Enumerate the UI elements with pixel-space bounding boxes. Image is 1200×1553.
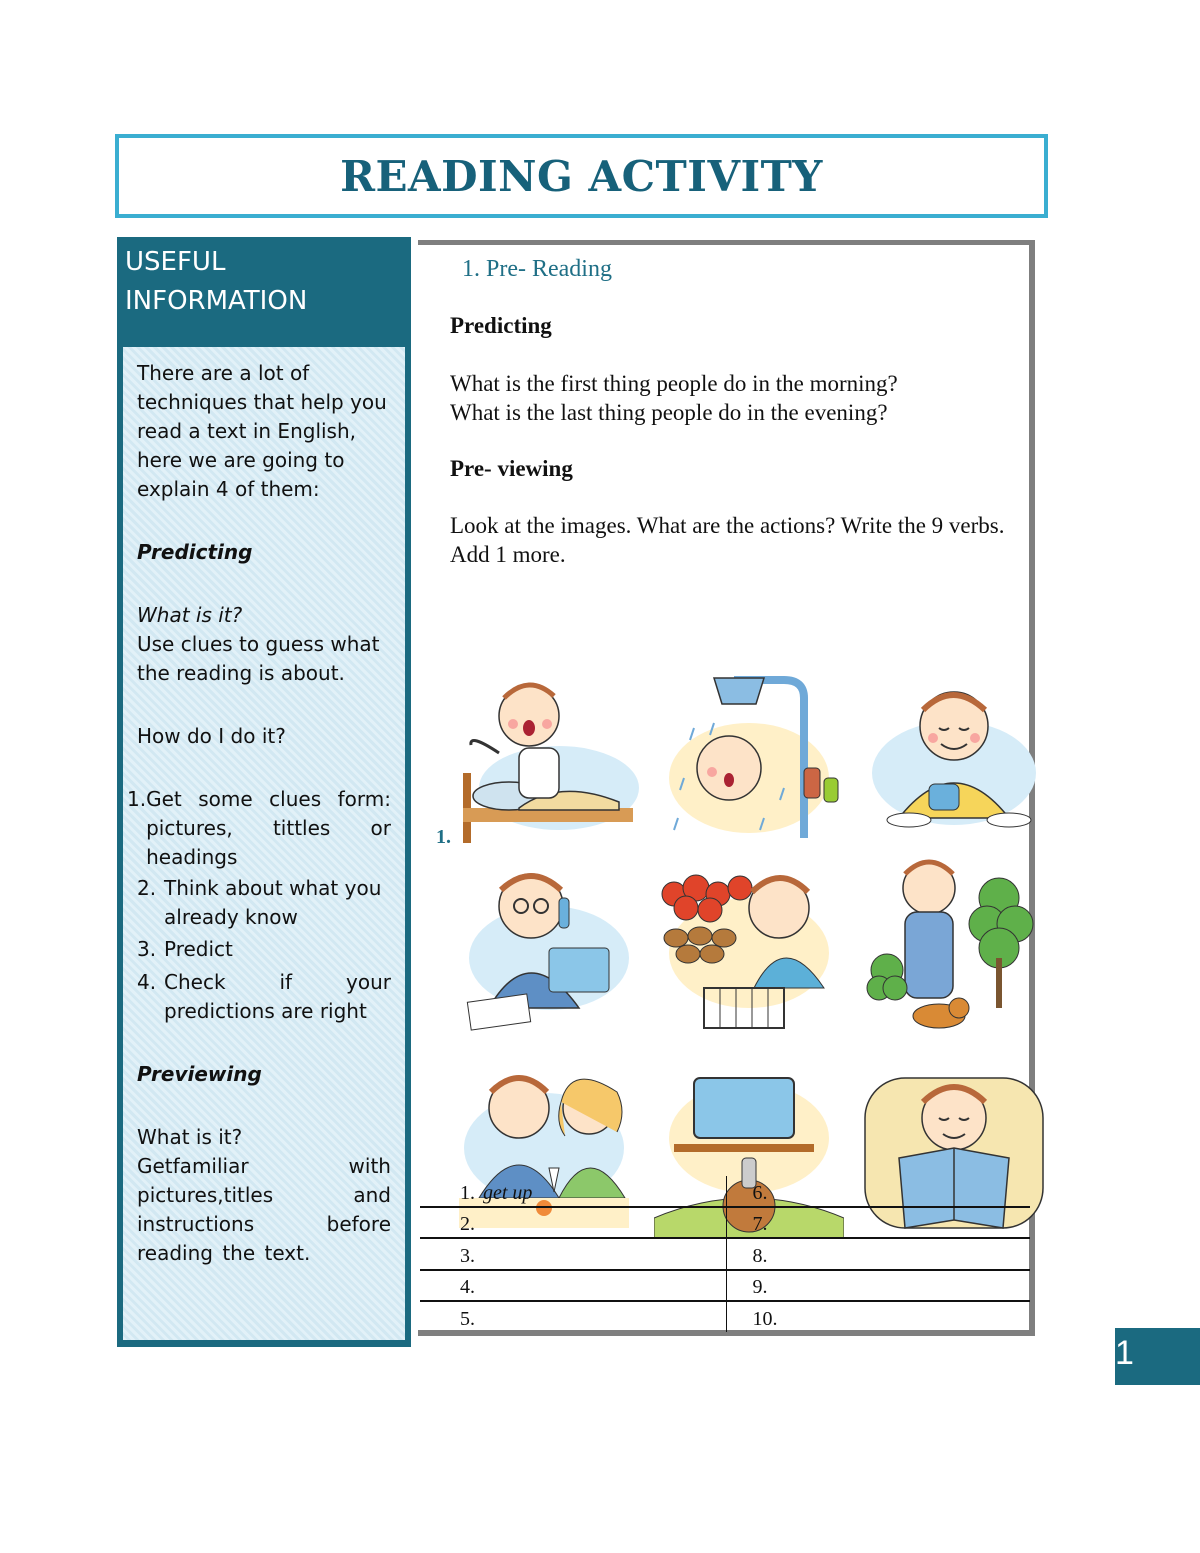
sidebar-header-line-1: USEFUL [125, 247, 226, 277]
answer-number: 10. [752, 1308, 778, 1330]
sidebar-predicting-heading: Predicting [137, 540, 253, 564]
page-number: 1 [1115, 1334, 1134, 1372]
sidebar-previewing-heading: Previewing [137, 1062, 262, 1086]
list-item [137, 968, 391, 1026]
answers-table [420, 1176, 1030, 1332]
step-number: 2. [137, 876, 157, 900]
answer-number: 2. [460, 1213, 475, 1236]
answer-cell[interactable] [726, 1176, 1030, 1207]
answer-cell[interactable] [726, 1301, 1030, 1332]
list-item [127, 785, 391, 872]
table-row [420, 1301, 1030, 1332]
answer-number: 1. [460, 1182, 475, 1205]
step-number: 3. [137, 937, 157, 961]
answer-number: 3. [460, 1244, 475, 1267]
answer-number: 6. [752, 1182, 768, 1205]
page-number-badge [1115, 1328, 1200, 1385]
answer-cell[interactable] [420, 1207, 726, 1238]
sidebar-what-is-it-2: What is it? [137, 1125, 243, 1149]
walking-dog-image [859, 858, 1049, 1038]
useful-information-sidebar [117, 237, 411, 1347]
sidebar-predicting-desc: Use clues to guess what the reading is about. [137, 632, 380, 685]
table-row [420, 1176, 1030, 1207]
step-number: 4. [137, 970, 157, 994]
showering-image [654, 668, 844, 848]
question-1: What is the first thing people do in the morning? [450, 371, 898, 396]
sidebar-intro: There are a lot of techniques that help you read a text in English, here we are going to explain 4 of them: [137, 361, 387, 501]
answer-number: 9. [752, 1275, 768, 1298]
sidebar-steps-list [127, 785, 391, 1026]
step-text: Think about what you already know [164, 876, 382, 929]
table-row [420, 1207, 1030, 1238]
step-number: 1. [127, 787, 147, 811]
working-on-phone-image [449, 858, 639, 1038]
answer-cell[interactable] [420, 1238, 726, 1269]
answer-cell[interactable] [726, 1207, 1030, 1238]
sidebar-header [117, 237, 411, 347]
answer-number: 7. [752, 1213, 768, 1236]
answer-cell[interactable] [420, 1176, 726, 1207]
list-item [137, 874, 391, 932]
step-text: Predict [164, 937, 233, 961]
answer-number: 4. [460, 1275, 475, 1298]
sidebar-header-line-2: INFORMATION [125, 286, 308, 316]
question-2: What is the last thing people do in the evening? [450, 400, 888, 425]
sidebar-how-do-i: How do I do it? [137, 724, 286, 748]
answer-cell[interactable] [420, 1301, 726, 1332]
page-title: READING ACTIVITY [340, 151, 823, 201]
sidebar-body [123, 347, 405, 1340]
sidebar-what-is-it-1: What is it? [137, 603, 243, 627]
answer-number: 5. [460, 1308, 475, 1330]
predicting-heading: Predicting [450, 313, 552, 338]
step-text: Get some clues form: pictures, tittles or headings [146, 787, 391, 869]
list-item [137, 935, 391, 964]
answer-number: 8. [752, 1244, 768, 1267]
answer-cell[interactable] [726, 1238, 1030, 1269]
title-box [115, 134, 1048, 218]
shopping-image [654, 858, 844, 1038]
section-title: 1. Pre- Reading [462, 256, 612, 282]
instruction: Look at the images. What are the actions? Write the 9 verbs. Add 1 more. [450, 513, 1005, 567]
answer-cell[interactable] [726, 1270, 1030, 1301]
table-row [420, 1270, 1030, 1301]
pre-reading-text [450, 255, 1010, 569]
previewing-heading: Pre- viewing [450, 456, 573, 481]
table-row [420, 1238, 1030, 1269]
sidebar-previewing-desc: Getfamiliar with pictures,titles and instructions before reading the text. [137, 1154, 391, 1265]
action-images-grid [449, 668, 1021, 1208]
step-text: Check if your predictions are right [164, 970, 391, 1023]
waking-up-image [449, 668, 639, 848]
answer-cell[interactable] [420, 1270, 726, 1301]
image-label: 1. [436, 826, 451, 848]
answer-text: get up [483, 1182, 533, 1205]
eating-breakfast-image [859, 668, 1049, 848]
